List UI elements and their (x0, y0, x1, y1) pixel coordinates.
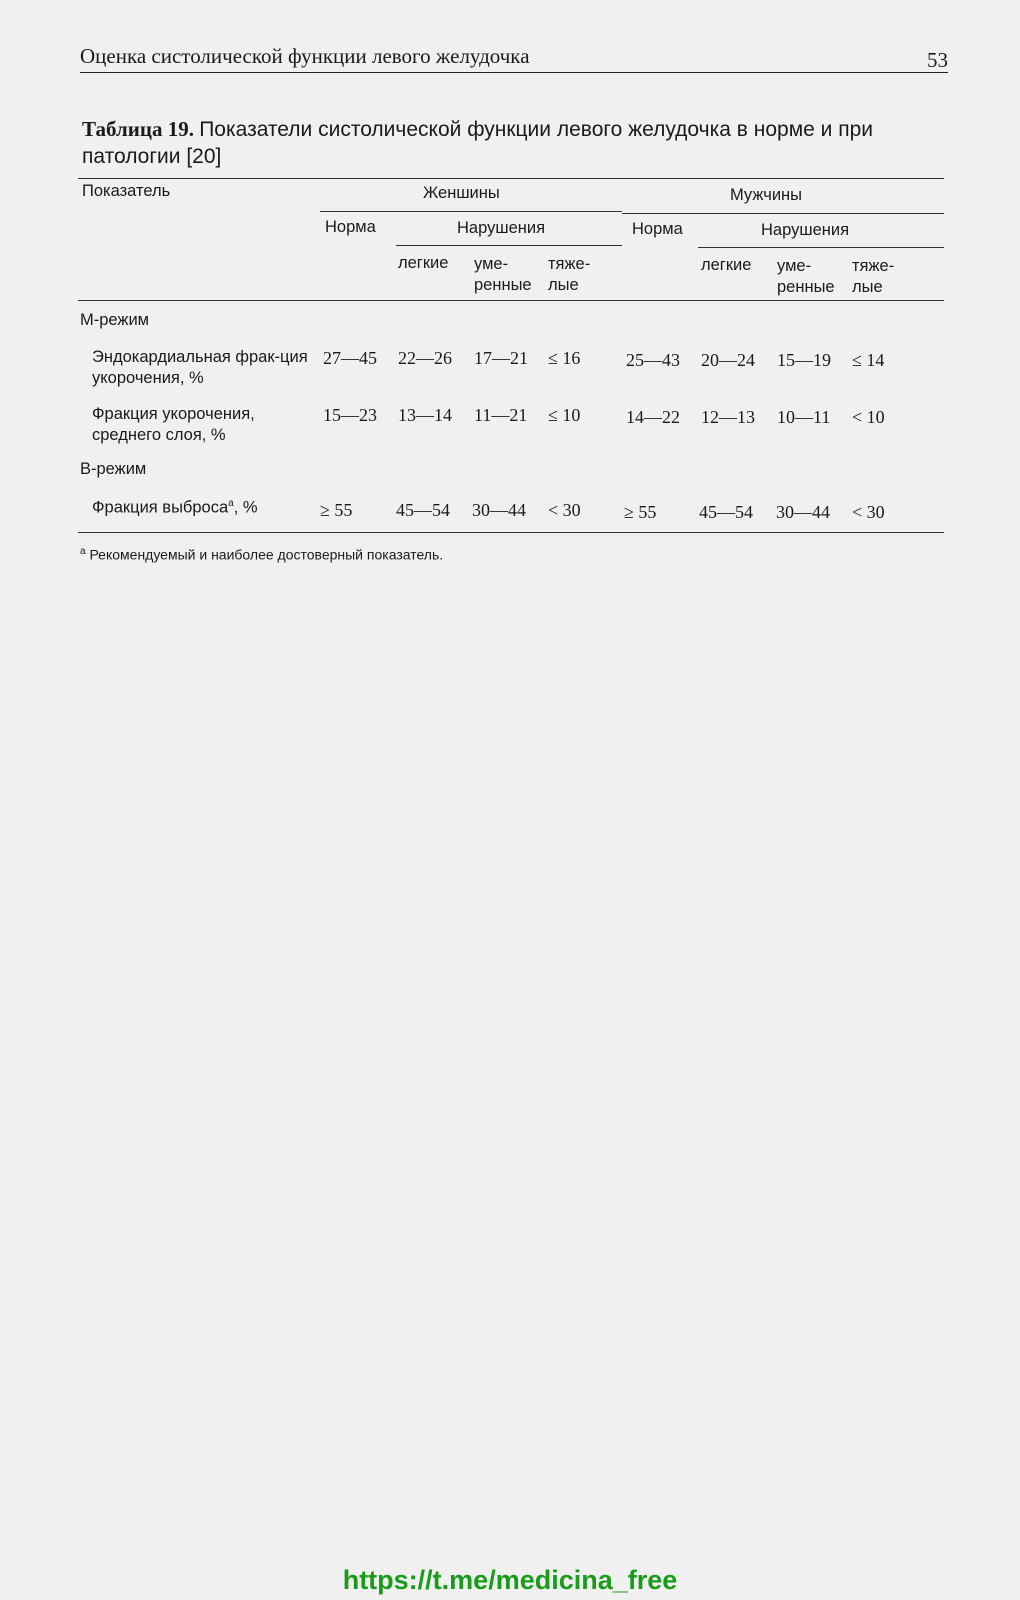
table-cell: 14—22 (626, 407, 680, 427)
men-disorders-header: Нарушения (761, 221, 850, 239)
women-norm-header: Норма (325, 218, 376, 236)
group-women-header: Женшины (423, 184, 500, 202)
table-top-rule (78, 178, 944, 179)
table-cell: 12—13 (701, 407, 755, 427)
table-cell: 22—26 (398, 348, 452, 368)
table-footnote (80, 546, 443, 563)
women-group-rule (320, 211, 622, 212)
table-cell: ≥ 55 (320, 500, 353, 520)
table-cell: ≤ 10 (548, 405, 581, 425)
row-label-unit: , % (233, 498, 258, 517)
table-caption (82, 116, 944, 170)
page-number: 53 (927, 48, 948, 72)
row-label: Эндокардиальная фрак-ция укорочения, % (92, 348, 308, 387)
footnote-text: Рекомендуемый и наиболее достоверный показатель. (89, 546, 444, 563)
table-bottom-rule (78, 532, 944, 533)
row-label (92, 498, 258, 518)
table-cell: 15—19 (777, 350, 831, 370)
table-cell: 11—21 (474, 405, 528, 425)
row-label: Фракция укорочения, среднего слоя, % (92, 405, 255, 444)
group-men-header: Мужчины (730, 186, 803, 204)
table-cell: < 10 (852, 407, 885, 427)
table-cell: 15—23 (323, 405, 377, 425)
table-cell: 13—14 (398, 405, 452, 425)
row-label-text: Фракция выброса (92, 498, 229, 517)
table-cell: 45—54 (699, 502, 753, 522)
men-group-rule (622, 213, 944, 214)
section-b-mode: В-режим (80, 460, 147, 478)
women-moderate-header: уме-ренные (474, 255, 532, 294)
table-cell: 25—43 (626, 350, 680, 370)
table-caption-label: Таблица 19. (82, 117, 194, 141)
footnote-marker: а (228, 498, 234, 509)
table-cell: 10—11 (777, 407, 831, 427)
men-mild-header: легкие (701, 256, 752, 274)
table-cell: 17—21 (474, 348, 528, 368)
running-head (80, 44, 948, 73)
women-disorders-header: Нарушения (457, 219, 546, 237)
women-disorders-rule (396, 245, 622, 246)
men-disorders-rule (698, 247, 944, 248)
table-caption-text: Показатели систолической функции левого желудочка в норме и при патологии [20] (82, 118, 873, 168)
women-mild-header: легкие (398, 254, 449, 272)
table-cell: ≤ 16 (548, 348, 581, 368)
table-cell: 27—45 (323, 348, 377, 368)
col-indicator-header: Показатель (82, 182, 171, 200)
table-cell: 30—44 (776, 502, 830, 522)
table-cell: 30—44 (472, 500, 526, 520)
table-cell: < 30 (852, 502, 885, 522)
header-bottom-rule (78, 300, 944, 301)
women-severe-header: тяже-лые (548, 255, 591, 294)
table-cell: 20—24 (701, 350, 755, 370)
table-cell: ≤ 14 (852, 350, 885, 370)
telegram-link[interactable]: https://t.me/medicina_free (342, 1565, 678, 1595)
section-m-mode: М-режим (80, 311, 150, 329)
table-cell: ≥ 55 (624, 502, 657, 522)
table-cell: 45—54 (396, 500, 450, 520)
table-cell: < 30 (548, 500, 581, 520)
men-moderate-header: уме-ренные (777, 257, 835, 296)
men-severe-header: тяже-лые (852, 257, 895, 296)
men-norm-header: Норма (632, 220, 683, 238)
running-head-title: Оценка систолической функции левого желудочка (80, 44, 530, 68)
footnote-marker: а (80, 546, 86, 557)
